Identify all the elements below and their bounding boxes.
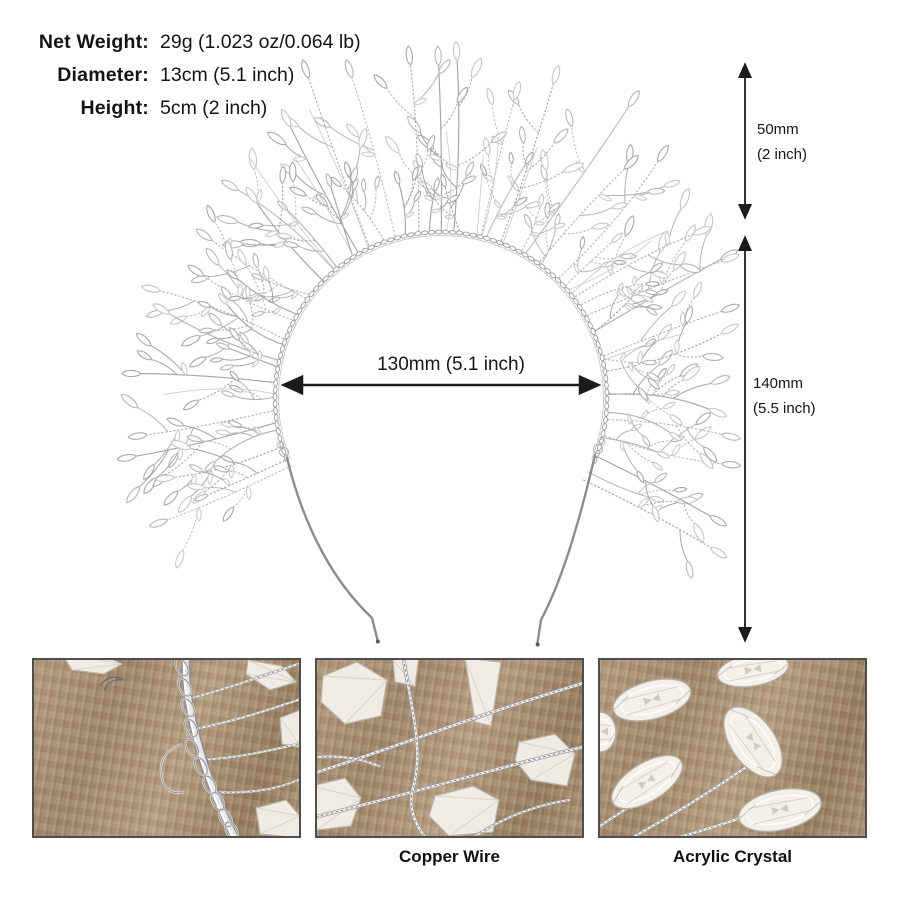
left-leg-tip (376, 640, 380, 644)
headband-band (273, 230, 609, 464)
spray-height-value: 50mm (757, 121, 799, 138)
total-height-value: 140mm (753, 375, 804, 392)
total-height-unit: (5.5 inch) (753, 400, 816, 417)
caption-copper-wire: Copper Wire (399, 847, 500, 866)
right-leg-tip (536, 643, 540, 647)
spec-value: 29g (1.023 oz/0.064 lb) (160, 31, 361, 53)
spec-value: 13cm (5.1 inch) (160, 64, 295, 86)
spec-label: Net Weight: (38, 31, 149, 53)
photo-acrylic-crystal-closeup (598, 658, 867, 838)
headband-right-leg (538, 455, 596, 643)
spec-value: 5cm (2 inch) (160, 97, 268, 119)
spec-label: Diameter: (57, 64, 149, 86)
photo-copper-wire-closeup (315, 658, 584, 838)
spray-height-dimension-label (757, 117, 807, 167)
band-width-dimension-label: 130mm (5.1 inch) (377, 354, 525, 375)
spray-height-unit: (2 inch) (757, 146, 808, 163)
crystal-spray-halo (117, 41, 741, 579)
headband-left-leg (287, 458, 378, 640)
spec-label: Height: (80, 97, 149, 119)
headband-legs (277, 439, 605, 647)
total-height-dimension-label (753, 371, 816, 421)
photo-headband-band-closeup (32, 658, 301, 838)
caption-acrylic-crystal: Acrylic Crystal (672, 847, 793, 866)
